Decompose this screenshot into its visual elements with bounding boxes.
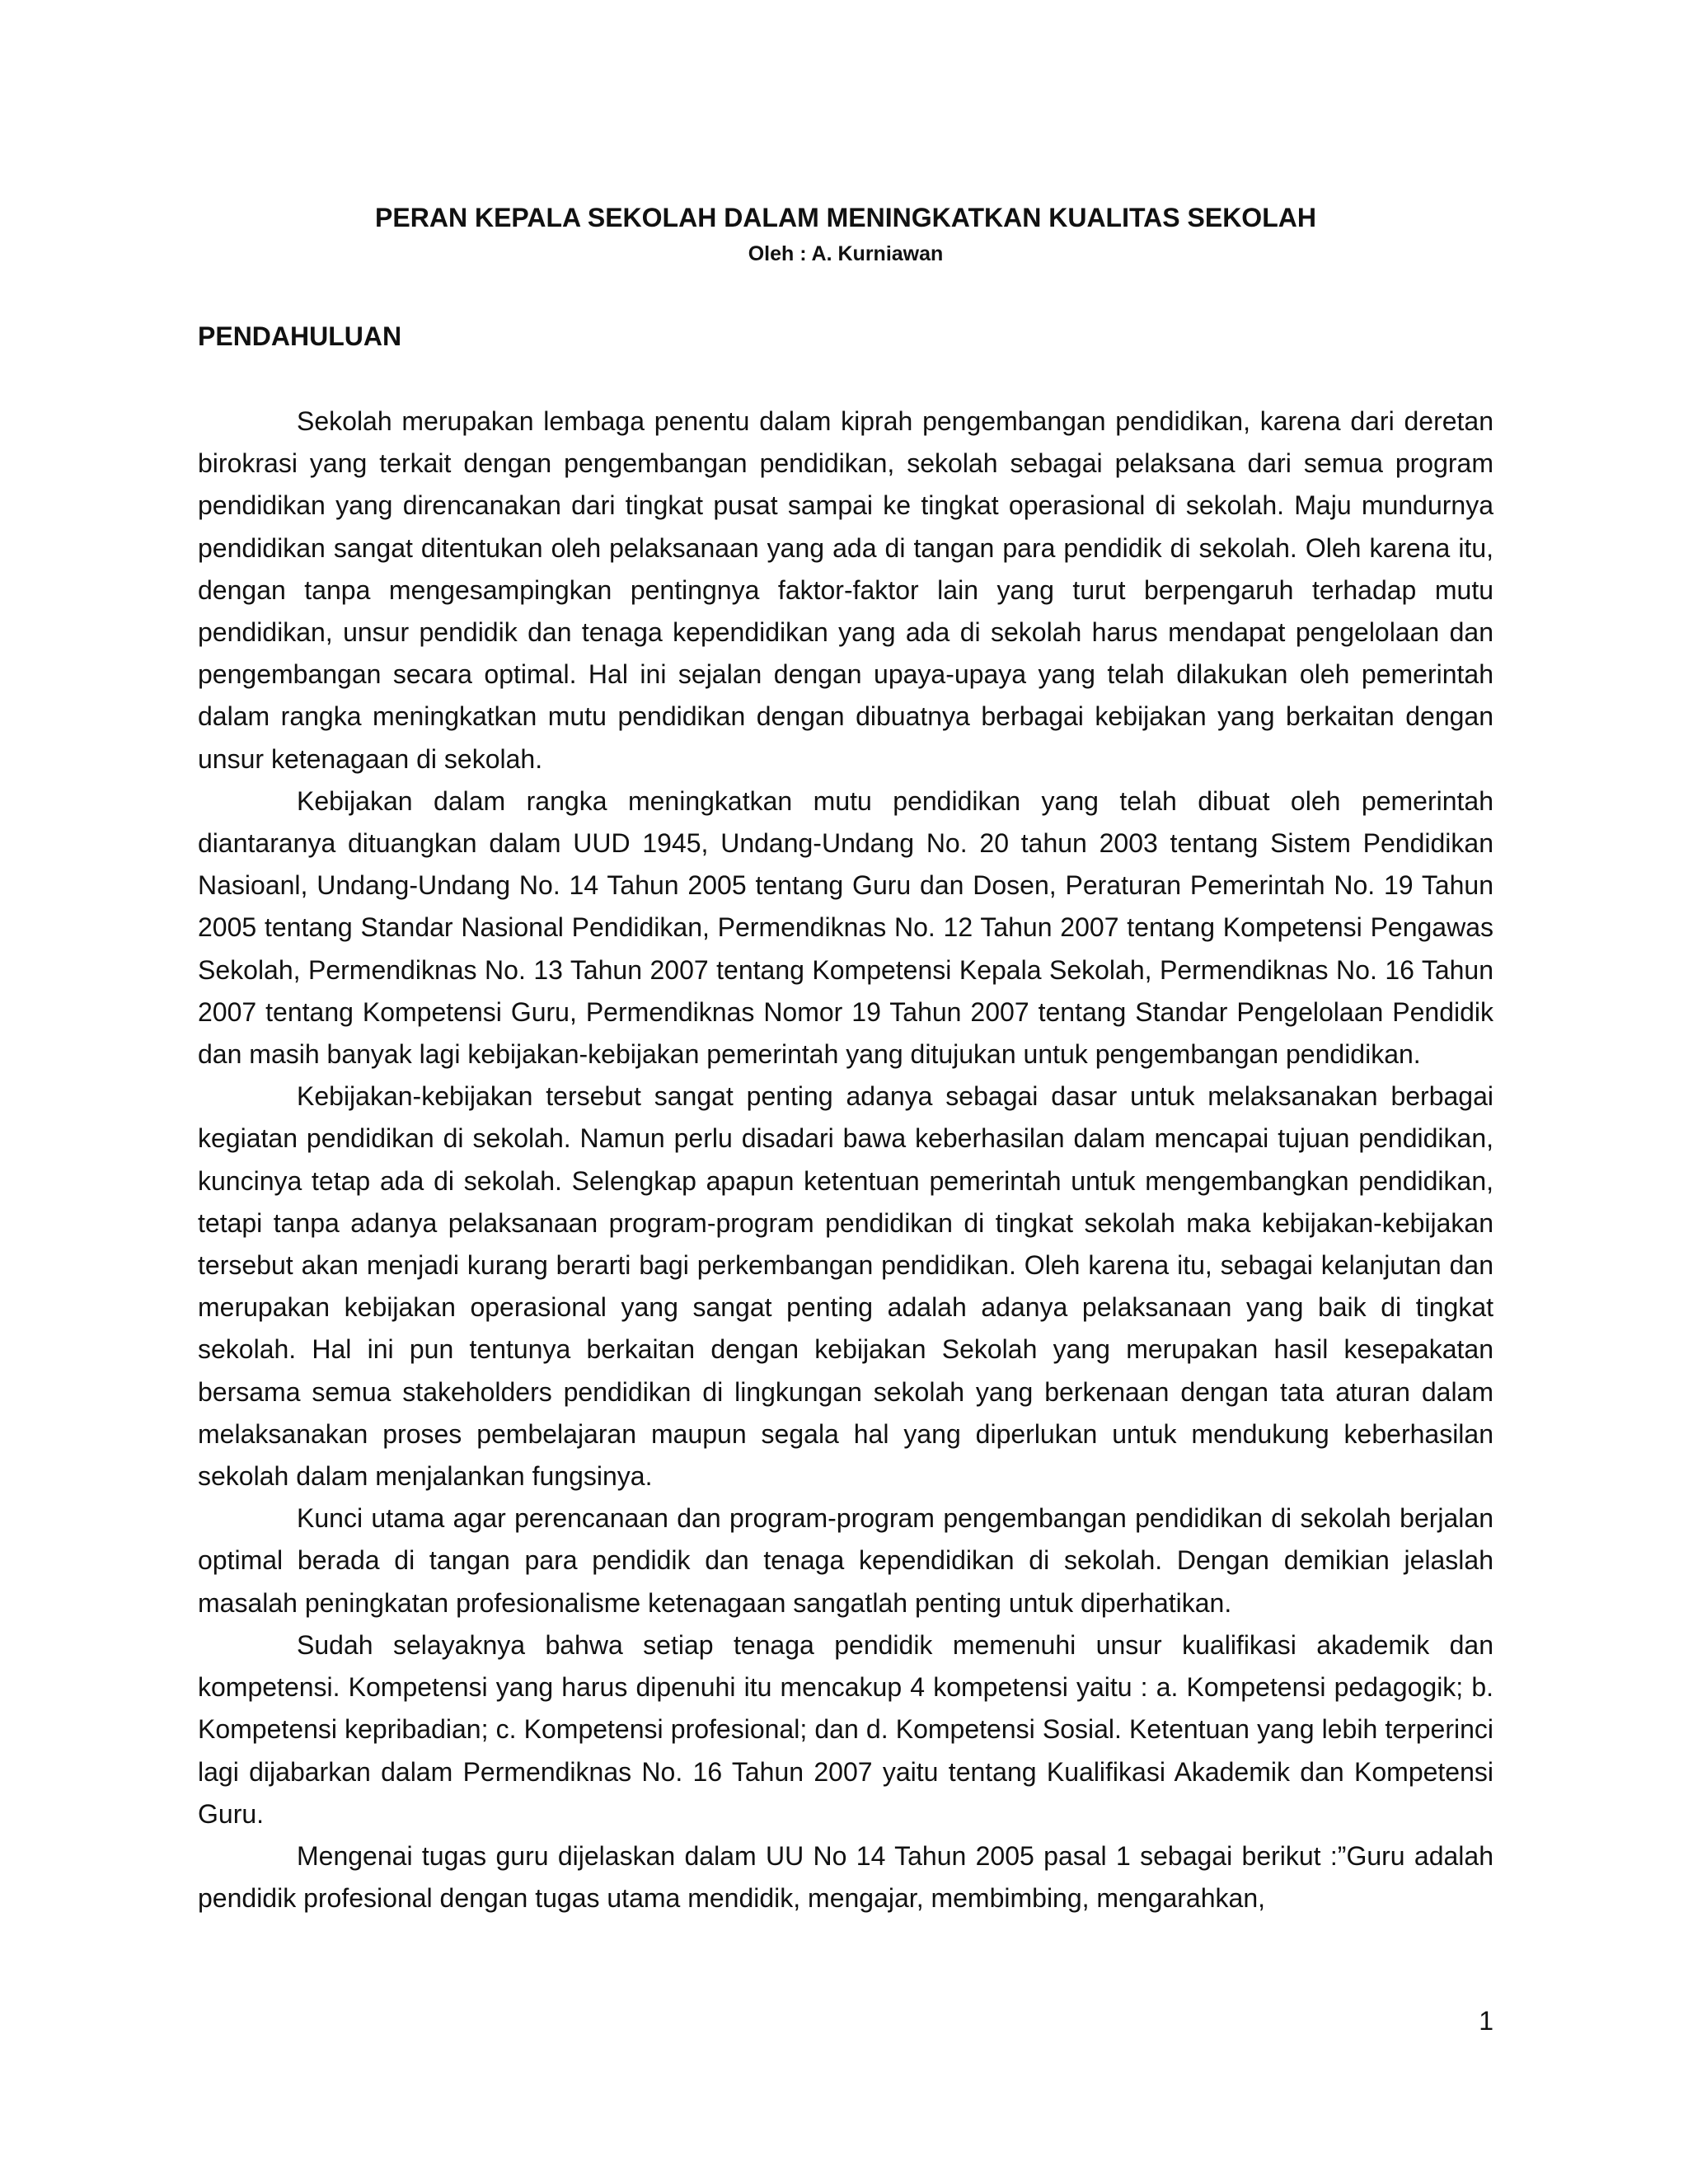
body-paragraph: Sekolah merupakan lembaga penentu dalam kiprah pengembangan pendidikan, karena dari deretan birokrasi yang terkait dengan pengembangan pendidikan, sekolah sebagai pelaksana dari semua program pendidikan yang direncanakan dari tingkat pusat sampai ke tingkat operasional di sekolah. Maju mundurnya pendidikan sangat ditentukan oleh pelaksanaan yang ada di tangan para pendidik di sekolah. Oleh karena itu, dengan tanpa mengesampingkan pentingnya faktor-faktor lain yang turut berpengaruh terhadap mutu pendidikan, unsur pendidik dan tenaga kependidikan yang ada di sekolah harus mendapat pengelolaan dan pengembangan secara optimal. Hal ini sejalan dengan upaya-upaya yang telah dilakukan oleh pemerintah dalam rangka meningkatkan mutu pendidikan dengan dibuatnya berbagai kebijakan yang berkaitan dengan unsur ketenagaan di sekolah.	[198, 406, 1493, 774]
page-number: 1	[1479, 2006, 1493, 2036]
body-paragraph: Kebijakan dalam rangka meningkatkan mutu pendidikan yang telah dibuat oleh pemerintah diantaranya dituangkan dalam UUD 1945, Undang-Undang No. 20 tahun 2003 tentang Sistem Pendidikan Nasioanl, Undang-Undang No. 14 Tahun 2005 tentang Guru dan Dosen, Peraturan Pemerintah No. 19 Tahun 2005 tentang Standar Nasional Pendidikan, Permendiknas No. 12 Tahun 2007 tentang Kompetensi Pengawas Sekolah, Permendiknas No. 13 Tahun 2007 tentang Kompetensi Kepala Sekolah, Permendiknas No. 16 Tahun 2007 tentang Kompetensi Guru, Permendiknas Nomor 19 Tahun 2007 tentang Standar Pengelolaan Pendidik dan masih banyak lagi kebijakan-kebijakan pemerintah yang ditujukan untuk pengembangan pendidikan.	[198, 785, 1493, 1070]
document-title: PERAN KEPALA SEKOLAH DALAM MENINGKATKAN KUALITAS SEKOLAH	[375, 203, 1316, 232]
body-paragraph: Kunci utama agar perencanaan dan program-program pengembangan pendidikan di sekolah berjalan optimal berada di tangan para pendidik dan tenaga kependidikan di sekolah. Dengan demikian jelaslah masalah peningkatan profesionalisme ketenagaan sangatlah penting untuk diperhatikan.	[198, 1503, 1493, 1618]
body-paragraph: Kebijakan-kebijakan tersebut sangat penting adanya sebagai dasar untuk melaksanakan berbagai kegiatan pendidikan di sekolah. Namun perlu disadari bawa keberhasilan dalam mencapai tujuan pendidikan, kuncinya tetap ada di sekolah. Selengkap apapun ketentuan pemerintah untuk mengembangkan pendidikan, tetapi tanpa adanya pelaksanaan program-program pendidikan di tingkat sekolah maka kebijakan-kebijakan tersebut akan menjadi kurang berarti bagi perkembangan pendidikan. Oleh karena itu, sebagai kelanjutan dan merupakan kebijakan operasional yang sangat penting adalah adanya pelaksanaan yang baik di tingkat sekolah. Hal ini pun tentunya berkaitan dengan kebijakan Sekolah yang merupakan hasil kesepakatan bersama semua stakeholders pendidikan di lingkungan sekolah yang berkenaan dengan tata aturan dalam melaksanakan proses pembelajaran maupun segala hal yang diperlukan untuk mendukung keberhasilan sekolah dalam menjalankan fungsinya.	[198, 1081, 1493, 1492]
body-paragraph: Mengenai tugas guru dijelaskan dalam UU No 14 Tahun 2005 pasal 1 sebagai berikut :”Guru adalah pendidik profesional dengan tugas utama mendidik, mengajar, membimbing, mengarahkan,	[198, 1840, 1493, 1914]
document-body	[198, 401, 1493, 1919]
document-author: Oleh : A. Kurniawan	[748, 242, 944, 265]
section-heading: PENDAHULUAN	[198, 321, 402, 351]
body-paragraph: Sudah selayaknya bahwa setiap tenaga pendidik memenuhi unsur kualifikasi akademik dan kompetensi. Kompetensi yang harus dipenuhi itu mencakup 4 kompetensi yaitu : a. Kompetensi pedagogik; b. Kompetensi kepribadian; c. Kompetensi profesional; dan d. Kompetensi Sosial. Ketentuan yang lebih terperinci lagi dijabarkan dalam Permendiknas No. 16 Tahun 2007 yaitu tentang Kualifikasi Akademik dan Kompetensi Guru.	[198, 1629, 1493, 1829]
